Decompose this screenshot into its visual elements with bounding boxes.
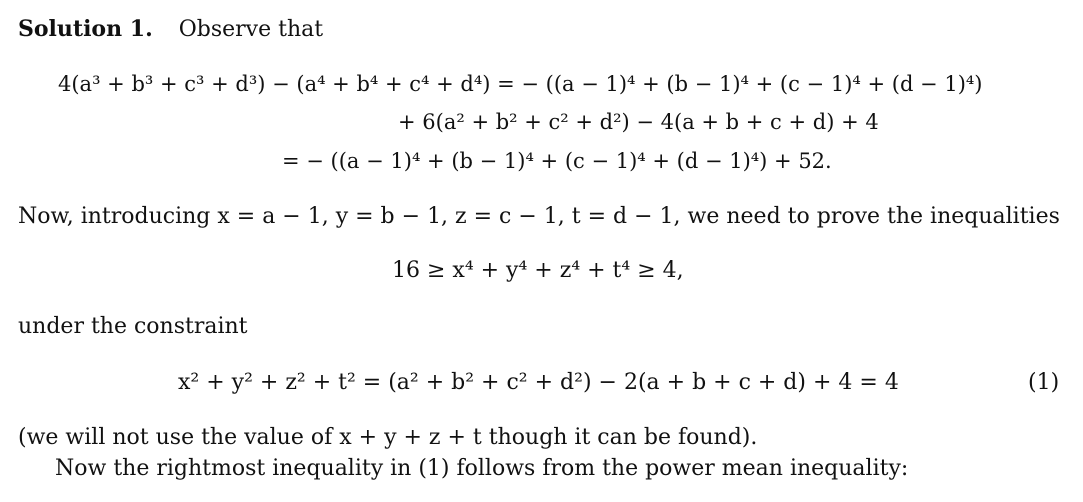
paragraph-introducing: Now, introducing x = a − 1, y = b − 1, z = c − 1, t = d − 1, we need to prove the inequalities [18,204,1060,229]
paragraph-remark: (we will not use the value of x + y + z + t though it can be found). [18,425,758,450]
paragraph-constraint-intro: under the constraint [18,314,248,339]
solution-line [18,15,323,44]
solution-intro: Observe that [178,17,324,42]
inequality-display: 16 ≥ x⁴ + y⁴ + z⁴ + t⁴ ≥ 4, [392,258,684,283]
paragraph-power-mean: Now the rightmost inequality in (1) follows from the power mean inequality: [55,456,909,481]
equation-line-3: = − ((a − 1)⁴ + (b − 1)⁴ + (c − 1)⁴ + (d − 1)⁴) + 52. [282,149,832,173]
constraint-equation: x² + y² + z² + t² = (a² + b² + c² + d²) − 2(a + b + c + d) + 4 = 4 [178,370,899,395]
equation-line-2: + 6(a² + b² + c² + d²) − 4(a + b + c + d) + 4 [398,110,879,134]
solution-heading: Solution 1. [18,16,153,42]
equation-line-1: 4(a³ + b³ + c³ + d³) − (a⁴ + b⁴ + c⁴ + d⁴) = − ((a − 1)⁴ + (b − 1)⁴ + (c − 1)⁴ + (d − 1)⁴) [58,72,983,96]
equation-number: (1) [1028,370,1060,395]
